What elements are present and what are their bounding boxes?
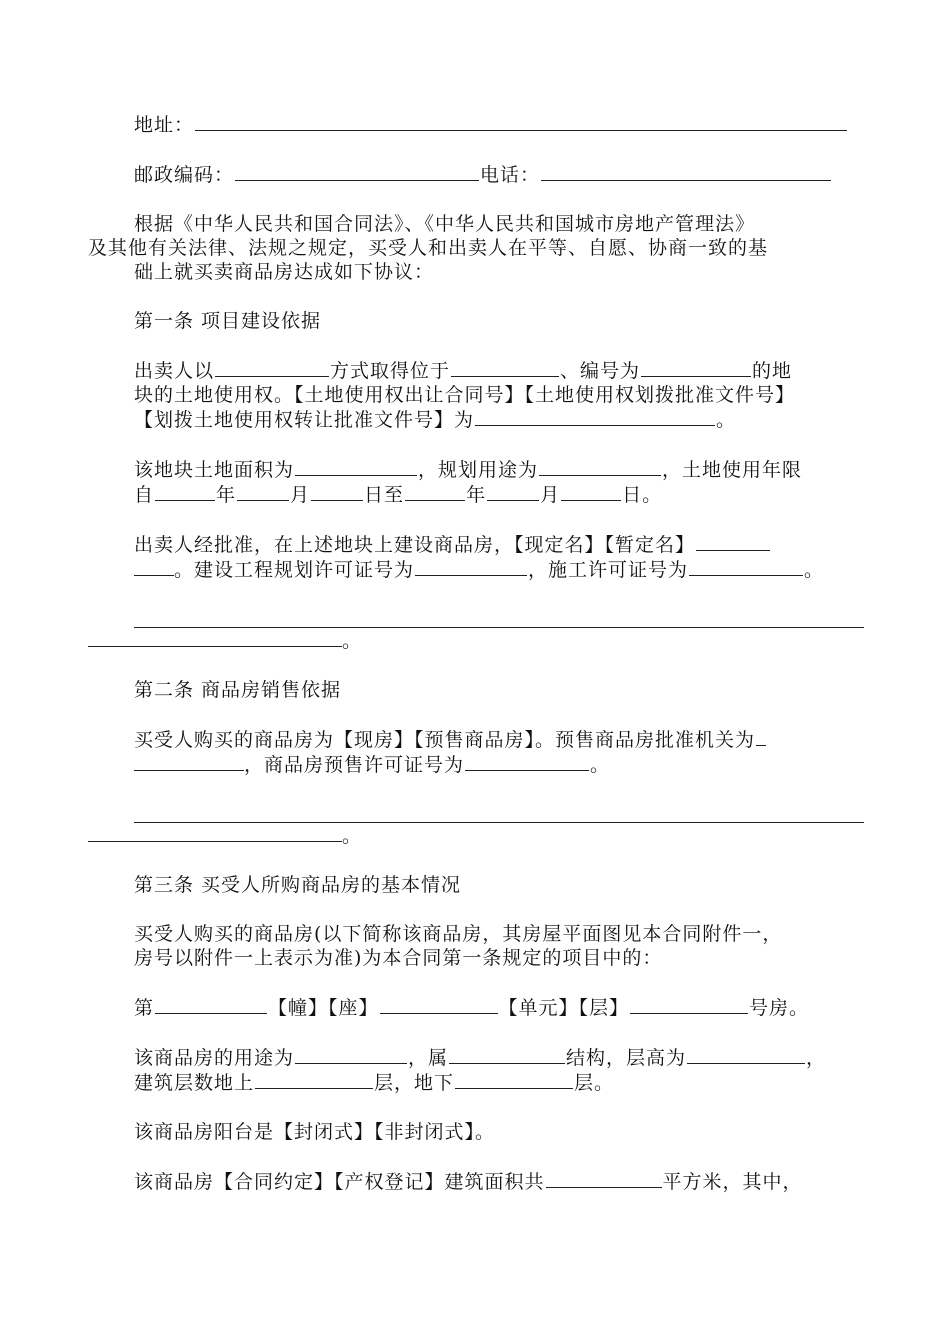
article-1-extra-blank bbox=[88, 607, 864, 653]
text: 平方米，其中， bbox=[662, 1171, 803, 1193]
article-3-title: 第三条 买受人所购商品房的基本情况 bbox=[134, 874, 462, 896]
land-doc-number-blank[interactable] bbox=[475, 407, 715, 426]
start-day-blank[interactable] bbox=[311, 482, 363, 501]
article-3-paragraph-4: 该商品房阳台是【封闭式】【非封闭式】。 bbox=[134, 1121, 496, 1143]
approval-authority-blank-cont[interactable] bbox=[134, 752, 244, 771]
text: 第 bbox=[134, 997, 155, 1019]
start-month-blank[interactable] bbox=[237, 482, 289, 501]
text: 。 bbox=[342, 825, 363, 847]
article-3-paragraph-2 bbox=[88, 995, 864, 1020]
text: 。建设工程规划许可证号为 bbox=[174, 559, 415, 581]
presale-permit-blank[interactable] bbox=[465, 752, 589, 771]
text: 。 bbox=[716, 409, 737, 431]
text: 结构，层高为 bbox=[566, 1047, 687, 1069]
end-day-blank[interactable] bbox=[561, 482, 621, 501]
extra-blank-tail[interactable] bbox=[88, 628, 342, 647]
postcode-blank[interactable] bbox=[235, 162, 479, 181]
article-1-title: 第一条 项目建设依据 bbox=[134, 310, 322, 332]
article-3-paragraph-3 bbox=[88, 1045, 864, 1095]
planned-use-blank[interactable] bbox=[539, 457, 661, 476]
text: ，规划用途为 bbox=[418, 459, 539, 481]
text: 层，地下 bbox=[374, 1072, 455, 1094]
text: 该商品房【合同约定】【产权登记】建筑面积共 bbox=[134, 1171, 545, 1193]
construction-permit-blank[interactable] bbox=[689, 557, 803, 576]
text: 房号以附件一上表示为准)为本合同第一条规定的项目中的： bbox=[134, 947, 663, 969]
text: 年 bbox=[466, 484, 487, 506]
text: 自 bbox=[134, 484, 155, 506]
structure-blank[interactable] bbox=[449, 1045, 565, 1064]
text: 。 bbox=[342, 630, 363, 652]
usage-blank[interactable] bbox=[295, 1045, 407, 1064]
acquisition-method-blank[interactable] bbox=[215, 358, 329, 377]
text: 号房。 bbox=[749, 997, 810, 1019]
text: 日。 bbox=[622, 484, 663, 506]
article-2-paragraph-1 bbox=[88, 727, 864, 777]
address-blank[interactable] bbox=[195, 112, 847, 131]
address-label: 地址： bbox=[134, 114, 195, 136]
planning-permit-blank[interactable] bbox=[415, 557, 527, 576]
contract-page bbox=[88, 112, 864, 1219]
text: 、编号为 bbox=[560, 360, 641, 382]
text: 块的土地使用权。【土地使用权出让合同号】【土地使用权划拨批准文件号】 bbox=[134, 384, 796, 406]
text: 买受人购买的商品房(以下简称该商品房，其房屋平面图见本合同附件一， bbox=[134, 923, 783, 945]
building-number-blank[interactable] bbox=[155, 995, 267, 1014]
intro-text-2: 及其他有关法律、法规之规定，买受人和出卖人在平等、自愿、协商一致的基 bbox=[88, 237, 769, 259]
extra-blank-tail[interactable] bbox=[88, 823, 342, 842]
room-number-blank[interactable] bbox=[630, 995, 748, 1014]
article-2-extra-blank bbox=[88, 802, 864, 848]
text: 层。 bbox=[574, 1072, 615, 1094]
text: 买受人购买的商品房为【现房】【预售商品房】。预售商品房批准机关为 bbox=[134, 729, 756, 751]
intro-text-3: 础上就买卖商品房达成如下协议： bbox=[134, 261, 435, 283]
article-3-paragraph-5 bbox=[88, 1169, 864, 1194]
postcode-label: 邮政编码： bbox=[134, 164, 235, 186]
text: 的地 bbox=[752, 360, 793, 382]
floor-height-blank[interactable] bbox=[687, 1045, 805, 1064]
postcode-phone-line bbox=[88, 162, 864, 187]
text: ，土地使用年限 bbox=[662, 459, 803, 481]
text: 出卖人以 bbox=[134, 360, 215, 382]
approval-authority-blank[interactable] bbox=[756, 727, 766, 746]
plot-number-blank[interactable] bbox=[641, 358, 751, 377]
text: ，施工许可证号为 bbox=[528, 559, 689, 581]
text: 年 bbox=[216, 484, 237, 506]
floors-below-blank[interactable] bbox=[455, 1070, 573, 1089]
text: 【幢】【座】 bbox=[268, 997, 379, 1019]
project-name-blank[interactable] bbox=[696, 532, 770, 551]
extra-blank-line[interactable] bbox=[134, 607, 864, 628]
article-3-paragraph-1 bbox=[88, 922, 864, 970]
article-1-paragraph-1 bbox=[88, 358, 864, 432]
text: ， bbox=[806, 1047, 827, 1069]
article-2-title: 第二条 商品房销售依据 bbox=[134, 679, 342, 701]
text: 。 bbox=[590, 754, 611, 776]
building-area-blank[interactable] bbox=[546, 1169, 662, 1188]
text: 【单元】【层】 bbox=[498, 997, 630, 1019]
floors-above-blank[interactable] bbox=[255, 1070, 373, 1089]
location-blank[interactable] bbox=[451, 358, 559, 377]
end-month-blank[interactable] bbox=[487, 482, 539, 501]
text: 月 bbox=[290, 484, 311, 506]
text: 【划拨土地使用权转让批准文件号】为 bbox=[134, 409, 475, 431]
intro-paragraph bbox=[88, 212, 864, 284]
text: 日至 bbox=[364, 484, 405, 506]
text: 建筑层数地上 bbox=[134, 1072, 255, 1094]
phone-blank[interactable] bbox=[541, 162, 831, 181]
phone-label: 电话： bbox=[480, 164, 541, 186]
text: 出卖人经批准，在上述地块上建设商品房，【现定名】【暂定名】 bbox=[134, 534, 696, 556]
extra-blank-line[interactable] bbox=[134, 802, 864, 823]
unit-number-blank[interactable] bbox=[380, 995, 498, 1014]
article-1-paragraph-3 bbox=[88, 532, 864, 582]
text: 该地块土地面积为 bbox=[134, 459, 295, 481]
text: ，商品房预售许可证号为 bbox=[244, 754, 465, 776]
text: ，属 bbox=[408, 1047, 449, 1069]
text: 方式取得位于 bbox=[330, 360, 451, 382]
article-1-paragraph-2 bbox=[88, 457, 864, 507]
end-year-blank[interactable] bbox=[405, 482, 465, 501]
intro-text-1: 根据《中华人民共和国合同法》、《中华人民共和国城市房地产管理法》 bbox=[134, 213, 756, 235]
project-name-blank-cont[interactable] bbox=[134, 557, 174, 576]
address-line bbox=[88, 112, 864, 137]
text: 。 bbox=[804, 559, 825, 581]
start-year-blank[interactable] bbox=[155, 482, 215, 501]
land-area-blank[interactable] bbox=[295, 457, 417, 476]
text: 该商品房的用途为 bbox=[134, 1047, 295, 1069]
text: 月 bbox=[540, 484, 561, 506]
